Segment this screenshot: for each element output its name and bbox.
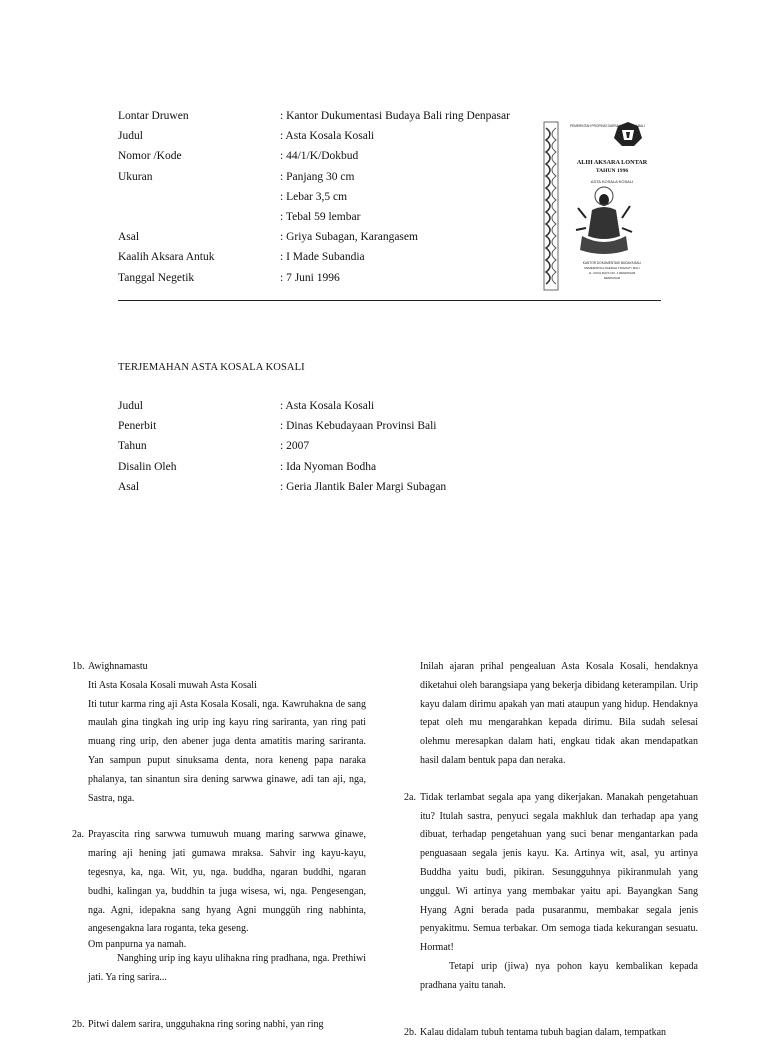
entry-number: 2b. <box>404 1026 417 1038</box>
info-label: Asal <box>118 480 140 493</box>
cover-title-1: ALIH AKSARA LONTAR <box>576 159 648 166</box>
right-column <box>404 658 698 1042</box>
cover-footer-4: DENPASAR <box>603 276 621 280</box>
info-value: : Asta Kosala Kosali <box>280 400 375 412</box>
info-value: : 7 Juni 1996 <box>280 271 340 284</box>
info-label: Lontar Druwen <box>118 110 189 122</box>
info-value: : Tebal 59 lembar <box>280 211 361 224</box>
info-label: Tahun <box>118 440 147 453</box>
divider-line <box>118 300 661 301</box>
cover-image <box>542 118 662 294</box>
entry-text: Kalau didalam tubuh tentama tubuh bagian dalam, tempatkan <box>420 1026 667 1038</box>
info-label <box>118 187 280 207</box>
entry-text: Tetapi urip (jiwa) nya pohon kayu kembalikan kepada pradhana yaitu tanah. <box>420 960 698 991</box>
translation-info <box>118 396 446 497</box>
info-row <box>118 268 510 288</box>
entry-text: Iti Asta Kosala Kosali muwah Asta Kosali <box>88 679 257 691</box>
info-value: : Griya Subagan, Karangasem <box>280 231 418 244</box>
info-row <box>118 457 446 477</box>
translation-title: TERJEMAHAN ASTA KOSALA KOSALI <box>118 362 305 373</box>
info-value: : Dinas Kebudayaan Provinsi Bali <box>280 420 437 433</box>
entry-text: Pitwi dalem sarira, ungguhakna ring soring nabhi, yan ring <box>88 1018 324 1030</box>
entry-2a-translation <box>404 789 698 996</box>
entry-text: Inilah ajaran prihal pengealuan Asta Kosala Kosali, hendaknya diketahui oleh barangsiapa yang bekerja dibidang keterampilan. Urip kayu dalam dirimu apakah yan mati ataupun yang hidup. Hendaknya tepat oleh mu mengarahkan kepada dirimu. Bila sudah selesai olehmu meresapkan dalam hati, engkau tidak akan mendapatkan hasil dalam bentuk papa dan neraka. <box>420 661 698 766</box>
info-row <box>118 146 510 166</box>
manuscript-info <box>118 106 510 288</box>
entry-number: 2b. <box>72 1018 85 1030</box>
entry-number: 2a. <box>72 829 84 841</box>
info-row <box>118 416 446 436</box>
entry-2b-translation <box>404 1024 698 1042</box>
info-value: : Panjang 30 cm <box>280 170 355 183</box>
info-value: : 44/1/K/Dokbud <box>280 150 359 163</box>
info-value: : Ida Nyoman Bodha <box>280 460 377 473</box>
info-row <box>118 436 446 456</box>
entry-2a <box>72 826 366 987</box>
info-row <box>118 126 510 146</box>
info-row <box>118 106 510 126</box>
entry-number: 1b. <box>72 661 85 672</box>
entry-text: Awighnamastu <box>88 661 148 672</box>
info-label: Ukuran <box>118 170 153 183</box>
info-row <box>118 477 446 497</box>
info-value: : Kantor Dukumentasi Budaya Bali ring Denpasar <box>280 110 510 122</box>
cover-title-2: TAHUN 1996 <box>595 168 629 174</box>
info-row <box>118 247 510 267</box>
info-label: Penerbit <box>118 420 157 433</box>
left-column <box>72 658 366 1035</box>
info-label: Asal <box>118 231 140 244</box>
info-label: Judul <box>118 130 143 143</box>
cover-footer-2: PEMERINTAH DAERAH TINGKAT I BALI <box>584 266 640 270</box>
entry-text: Om panpurna ya namah. <box>88 939 187 951</box>
info-value: : 2007 <box>280 440 310 453</box>
entry-number: 2a. <box>404 791 416 803</box>
cover-header: PEMERINTAH PROPINSI DAERAH TINGKAT I BALI <box>570 124 645 128</box>
info-label: Nomor /Kode <box>118 150 182 163</box>
info-label: Tanggal Negetik <box>118 271 195 284</box>
entry-text: Tidak terlambat segala apa yang dikerjakan. Manakah pengetahuan itu? Itulah sastra, penyuci segala makhluk dan terhadap apa yang dibuat, terhadap pengetahuan yang suci benar mengantarkan pada penguasaan segala jenis kayu. Ka. Artinya wit, asal, yu artinya Buddha yaitu budi, pikiran. Sesungguhnya pikiranmulah yang unggul. Wi artinya yang membakar yaitu api. Bayangkan Sang Hyang Agni berada pada pusaranmu, membakar segala jenis penyakitmu. Semua terbakar. Om semoga tiada kekurangan sesuatu. Hormat! <box>420 791 698 954</box>
entry-1b <box>72 658 366 808</box>
info-label: Judul <box>118 400 143 412</box>
info-label: Disalin Oleh <box>118 460 177 473</box>
info-row <box>118 396 446 416</box>
entry-text: Prayascita ring sarwwa tumuwuh muang maring sarwwa ginawe, maring aji hening jati gumawa mraksa. Sahvir ing kayu-kayu, tegesnya, ka, nga. Wit, yu, nga. buddha, ngaran buddhi, ngaran budhi, kalingan ya, buddhin ta juga wisesa, wi, nga. Pengesengan, nga. Agni, idepakna sang hyang Agni munggüh ring nabhinta, angesengakna lara roganta, teka geseng. <box>88 829 366 935</box>
info-row <box>118 167 510 187</box>
info-label: Kaalih Aksara Antuk <box>118 251 215 264</box>
cover-subtitle: ASTA KOSALA KOSALI <box>590 179 634 184</box>
entry-text: Nanghing urip ing kayu ulihakna ring pradhana, nga. Prethiwi jati. Ya ring sarira... <box>88 953 366 983</box>
info-row <box>118 187 510 207</box>
info-row <box>118 227 510 247</box>
info-value: : Lebar 3,5 cm <box>280 190 348 203</box>
info-row <box>118 207 510 227</box>
info-value: : I Made Subandia <box>280 251 365 264</box>
cover-footer-1: KANTOR DOKUMENTASI BUDAYA BALI <box>582 261 642 265</box>
info-label <box>118 207 280 227</box>
entry-1b-translation <box>404 658 698 771</box>
entry-text: Iti tutur karma ring aji Asta Kosala Kosali, nga. Kawruhakna de sang maulah gina tingkah ing urip ing kayu ring sariranta, yan ring pati muang ring urip, den abener juga denta amatitis maring sariranta. Yan sampun puput sinuksama denta, nora keneng papa naraka phalanya, tan sinantun sira dening sarwwa ginawe, adi tan aji, nga, Sastra, nga. <box>88 698 366 804</box>
cover-footer-3: JL. RAYA RAYA NO. 1 DENPASAR <box>588 271 636 275</box>
info-value: : Geria Jlantik Baler Margi Subagan <box>280 480 447 493</box>
entry-2b <box>72 1016 366 1035</box>
info-value: : Asta Kosala Kosali <box>280 130 375 143</box>
